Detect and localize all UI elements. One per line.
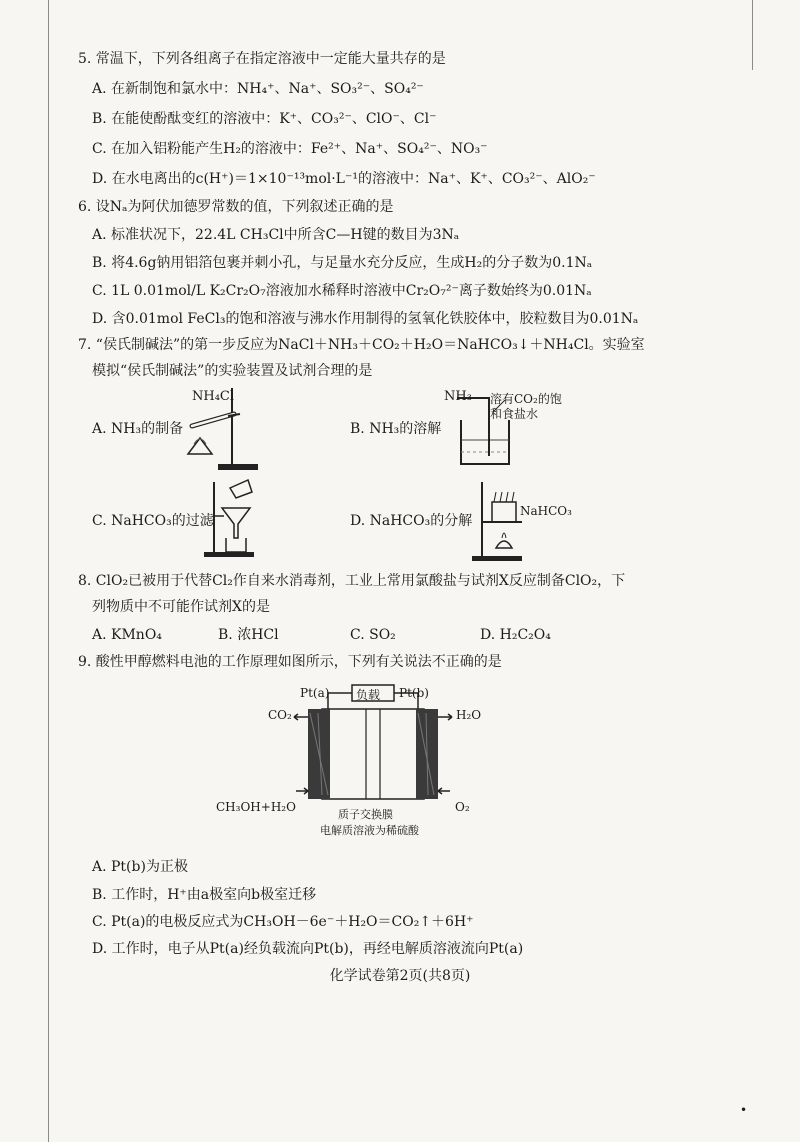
q9-stem: 9. 酸性甲醇燃料电池的工作原理如图所示，下列有关说法不正确的是 bbox=[78, 654, 502, 670]
q5-option-b: B. 在能使酚酞变红的溶液中：K⁺、CO₃²⁻、ClO⁻、Cl⁻ bbox=[92, 111, 437, 127]
q7-option-c: C. NaHCO₃的过滤 bbox=[92, 513, 214, 529]
q7-stem-line2: 模拟“侯氏制碱法”的实验装置及试剂合理的是 bbox=[92, 363, 373, 379]
funnel-icon bbox=[200, 476, 260, 558]
q6-option-b: B. 将4.6g钠用铝箔包裹并刺小孔，与足量水充分反应，生成H₂的分子数为0.1Nₐ bbox=[92, 255, 593, 271]
q6-option-c: C. 1L 0.01mol/L K₂Cr₂O₇溶液加水稀释时溶液中Cr₂O₇²⁻离子数始终为0.01Nₐ bbox=[92, 283, 592, 299]
q7-figure-d-apparatus bbox=[466, 478, 526, 562]
q7-figure-a-label: NH₄Cl bbox=[192, 389, 235, 404]
q9-fig-h2o-label: H₂O bbox=[456, 708, 482, 722]
q9-fig-fuel-label: CH₃OH+H₂O bbox=[216, 800, 296, 814]
q5-stem: 5. 常温下，下列各组离子在指定溶液中一定能大量共存的是 bbox=[78, 51, 446, 67]
q6-stem: 6. 设Nₐ为阿伏加德罗常数的值，下列叙述正确的是 bbox=[78, 199, 394, 215]
q5-option-a: A. 在新制饱和氯水中：NH₄⁺、Na⁺、SO₃²⁻、SO₄²⁻ bbox=[92, 81, 424, 97]
q7-figure-b-gas-label: NH₃ bbox=[444, 389, 472, 404]
q7-stem-line1: 7. “侯氏制碱法”的第一步反应为NaCl＋NH₃＋CO₂＋H₂O＝NaHCO₃↓＋NH₄Cl。实验室 bbox=[78, 337, 645, 353]
q7-figure-b-solution-label-1: 溶有CO₂的饱 bbox=[490, 392, 562, 406]
q9-fig-pt-a-label: Pt(a) bbox=[300, 686, 330, 700]
q8-option-a: A. KMnO₄ bbox=[92, 627, 162, 643]
q9-fig-membrane-label: 质子交换膜 bbox=[338, 808, 393, 821]
q7-option-d: D. NaHCO₃的分解 bbox=[350, 513, 473, 529]
q9-option-b: B. 工作时，H⁺由a极室向b极室迁移 bbox=[92, 887, 317, 903]
q9-fig-o2-label: O₂ bbox=[455, 800, 470, 814]
q9-fig-pt-b-label: Pt(b) bbox=[399, 686, 429, 700]
q7-figure-c-apparatus bbox=[200, 476, 260, 558]
q7-figure-d-label: NaHCO₃ bbox=[520, 504, 572, 518]
burner-icon bbox=[466, 478, 526, 562]
q6-option-d: D. 含0.01mol FeCl₃的饱和溶液与沸水作用制得的氢氧化铁胶体中，胶粒数目为0.01Nₐ bbox=[92, 311, 639, 327]
q9-option-c: C. Pt(a)的电极反应式为CH₃OH－6e⁻＋H₂O＝CO₂↑＋6H⁺ bbox=[92, 914, 474, 930]
q9-fig-co2-label: CO₂ bbox=[268, 708, 292, 722]
q9-option-d: D. 工作时，电子从Pt(a)经负载流向Pt(b)，再经电解质溶液流向Pt(a) bbox=[92, 941, 524, 957]
q7-option-b: B. NH₃的溶解 bbox=[350, 421, 442, 437]
q5-option-d: D. 在水电离出的c(H⁺)＝1×10⁻¹³mol·L⁻¹的溶液中：Na⁺、K⁺、CO₃²⁻、AlO₂⁻ bbox=[92, 171, 596, 187]
q8-option-b: B. 浓HCl bbox=[218, 627, 279, 643]
q6-option-a: A. 标准状况下，22.4L CH₃Cl中所含C—H键的数目为3Nₐ bbox=[92, 227, 460, 243]
q9-option-a: A. Pt(b)为正极 bbox=[92, 859, 188, 875]
q5-option-c: C. 在加入铝粉能产生H₂的溶液中：Fe²⁺、Na⁺、SO₄²⁻、NO₃⁻ bbox=[92, 141, 488, 157]
page-footer: 化学试卷第2页(共8页) bbox=[329, 968, 471, 984]
q9-fig-load-label: 负载 bbox=[356, 688, 381, 702]
q8-stem-line1: 8. ClO₂已被用于代替Cl₂作自来水消毒剂，工业上常用氯酸盐与试剂X反应制备ClO₂，下 bbox=[78, 573, 626, 589]
q9-fig-electrolyte-label: 电解质溶液为稀硫酸 bbox=[320, 824, 419, 837]
stray-dot: • bbox=[740, 1103, 748, 1117]
q7-option-a: A. NH₃的制备 bbox=[92, 421, 184, 437]
right-margin-line bbox=[752, 0, 753, 70]
q7-figure-b-solution-label-2: 和食盐水 bbox=[490, 407, 539, 421]
q8-stem-line2: 列物质中不可能作试剂X的是 bbox=[92, 599, 270, 615]
q8-option-c: C. SO₂ bbox=[350, 627, 396, 643]
q8-option-d: D. H₂C₂O₄ bbox=[480, 627, 551, 643]
